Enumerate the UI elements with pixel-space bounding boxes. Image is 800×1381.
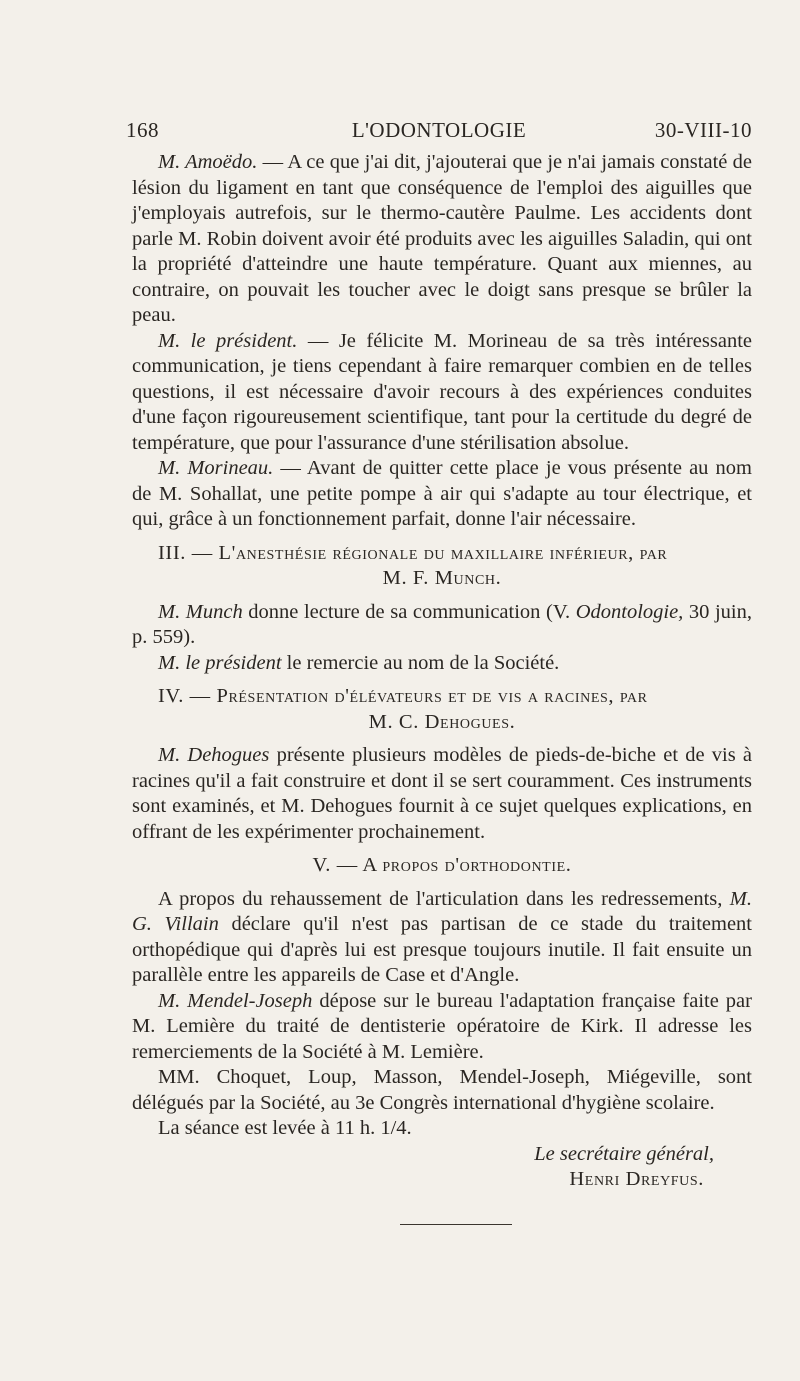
paragraph-munch [132, 600, 752, 651]
paragraph-text: le remercie au nom de la Société. [281, 651, 560, 674]
speaker-name: M. G. Villain [132, 887, 752, 935]
speaker-name: M. Mendel-Joseph [158, 989, 313, 1012]
paragraph-villain [132, 887, 752, 989]
speaker-name: M. Dehogues [158, 744, 270, 766]
paragraph-text: — Je félicite M. Morineau de sa très intéressante communication, je tiens cependant à faire remarquer combien en de telles questions, il est nécessaire d'avoir recours à des expériences conduites d'une façon rigoureusement scientifique, tant pour la certitude du degré de température, que pour l'assurance d'une stérilisation absolue. [132, 329, 752, 454]
paragraph-president-thanks [132, 651, 752, 677]
paragraph-morineau [132, 456, 752, 533]
paragraph-mendel-joseph [132, 989, 752, 1066]
paragraph-delegates: MM. Choquet, Loup, Masson, Mendel-Joseph, Miégeville, sont délégués par la Société, au 3e Congrès international d'hygiène scolaire. [132, 1066, 752, 1114]
paragraph-text: déclare qu'il n'est pas partisan de ce stade du traitement orthopédique qui d'après lui est presque toujours inutile. Il fait ensuite un parallèle entre les appareils de Case et d'Angle. [132, 913, 752, 986]
page-number: 168 [126, 118, 159, 142]
speaker-name: M. Amoëdo. [158, 151, 258, 173]
section-title-5: V. — A propos d'orthodontie. [312, 854, 572, 876]
section-byline-3: M. F. Munch. [382, 567, 502, 589]
paragraph-text: — A ce que j'ai dit, j'ajouterai que je n'ai jamais constaté de lésion du ligament en tant que conséquence de l'emploi des aiguilles que j'employais autrefois, sur le thermo-cautère Paulme. Les accidents dont parle M. Robin doivent avoir été produits avec les aiguilles Saladin, qui ont la propriété d'atteindre une haute température. Quant aux miennes, au contraire, on pouvait les toucher avec le doigt sans presque se brûler la peau. [132, 151, 752, 326]
paragraph-text: A propos du rehaussement de l'articulation dans les redressements, [158, 887, 730, 910]
section-title-4: IV. — Présentation d'élévateurs et de vis a racines, par [158, 685, 648, 707]
paragraph-dehogues [132, 743, 752, 845]
signature-name: Henri Dreyfus. [569, 1168, 704, 1190]
paragraph-text: — Avant de quitter cette place je vous présente au nom de M. Sohallat, une petite pompe à air qui s'adapte au tour électrique, et qui, grâce à un fonctionnement parfait, donne l'air nécessaire. [132, 457, 752, 530]
speaker-name: M. Munch [158, 600, 243, 623]
speaker-name: M. le président. [158, 329, 298, 352]
paragraph-text: donne lecture de sa communication (V. [242, 600, 576, 623]
speaker-name: M. le président [158, 651, 282, 674]
issue-date: 30-VIII-10 [654, 118, 752, 142]
paragraph-amoedo [132, 150, 752, 329]
paragraph-text: dépose sur le bureau l'adaptation française faite par M. Lemière du traité de dentisterie opératoire de Kirk. Il adresse les remerciements de la Société à M. Lemière. [132, 989, 752, 1063]
speaker-name: M. Morineau. [158, 457, 274, 479]
paragraph-text: présente plusieurs modèles de pieds-de-biche et de vis à racines qu'il a fait construire et dont il se sert couramment. Ces instruments sont examinés, et M. Dehogues fournit à ce sujet quelques explications, en offrant de les expérimenter prochainement. [132, 744, 752, 843]
journal-reference: Odontologie, [575, 600, 684, 623]
running-header [126, 118, 752, 148]
paragraph-president [132, 329, 752, 457]
body-text [132, 150, 752, 1193]
journal-title: L'ODONTOLOGIE [351, 118, 527, 142]
section-byline-4: M. C. Dehogues. [368, 710, 516, 733]
section-title-3: III. — L'anesthésie régionale du maxillaire inférieur, par [158, 541, 668, 564]
end-rule [400, 1224, 512, 1225]
signature-role: Le secrétaire général, [534, 1142, 714, 1165]
paragraph-closing: La séance est levée à 11 h. 1/4. [158, 1117, 412, 1139]
paragraph-text: 30 juin, p. 559). [132, 600, 752, 648]
